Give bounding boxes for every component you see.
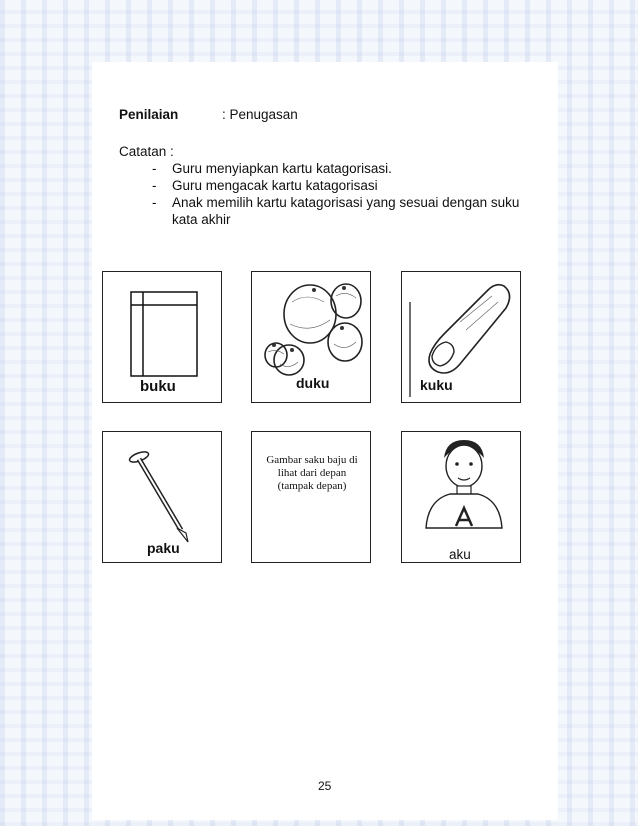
note-item-continuation: kata akhir xyxy=(172,212,231,227)
bullet-dash: - xyxy=(152,195,157,210)
description-line: lihat dari depan xyxy=(277,467,347,479)
card-label: paku xyxy=(147,540,180,556)
card-buku xyxy=(102,271,222,403)
boy-icon xyxy=(402,432,522,564)
notes-heading: Catatan : xyxy=(119,144,174,159)
note-item: Anak memilih kartu katagorisasi yang sesuai dengan suku xyxy=(172,195,520,210)
note-item: Guru menyiapkan kartu katagorisasi. xyxy=(172,161,392,176)
bullet-dash: - xyxy=(152,161,157,176)
description-line: (tampak depan) xyxy=(277,480,347,492)
card-label: kuku xyxy=(420,377,453,393)
card-duku xyxy=(251,271,371,403)
page-number: 25 xyxy=(318,779,332,793)
assessment-value: : Penugasan xyxy=(222,107,298,122)
card-label: buku xyxy=(140,378,176,395)
note-item: Guru mengacak kartu katagorisasi xyxy=(172,178,378,193)
card-saku xyxy=(251,431,371,563)
card-kuku xyxy=(401,271,521,403)
card-label: aku xyxy=(449,547,471,562)
card-description xyxy=(256,454,368,493)
card-paku xyxy=(102,431,222,563)
card-aku xyxy=(401,431,521,563)
assessment-label: Penilaian xyxy=(119,107,179,122)
bullet-dash: - xyxy=(152,178,157,193)
card-label: duku xyxy=(296,375,330,391)
description-line: Gambar saku baju di xyxy=(266,454,358,466)
